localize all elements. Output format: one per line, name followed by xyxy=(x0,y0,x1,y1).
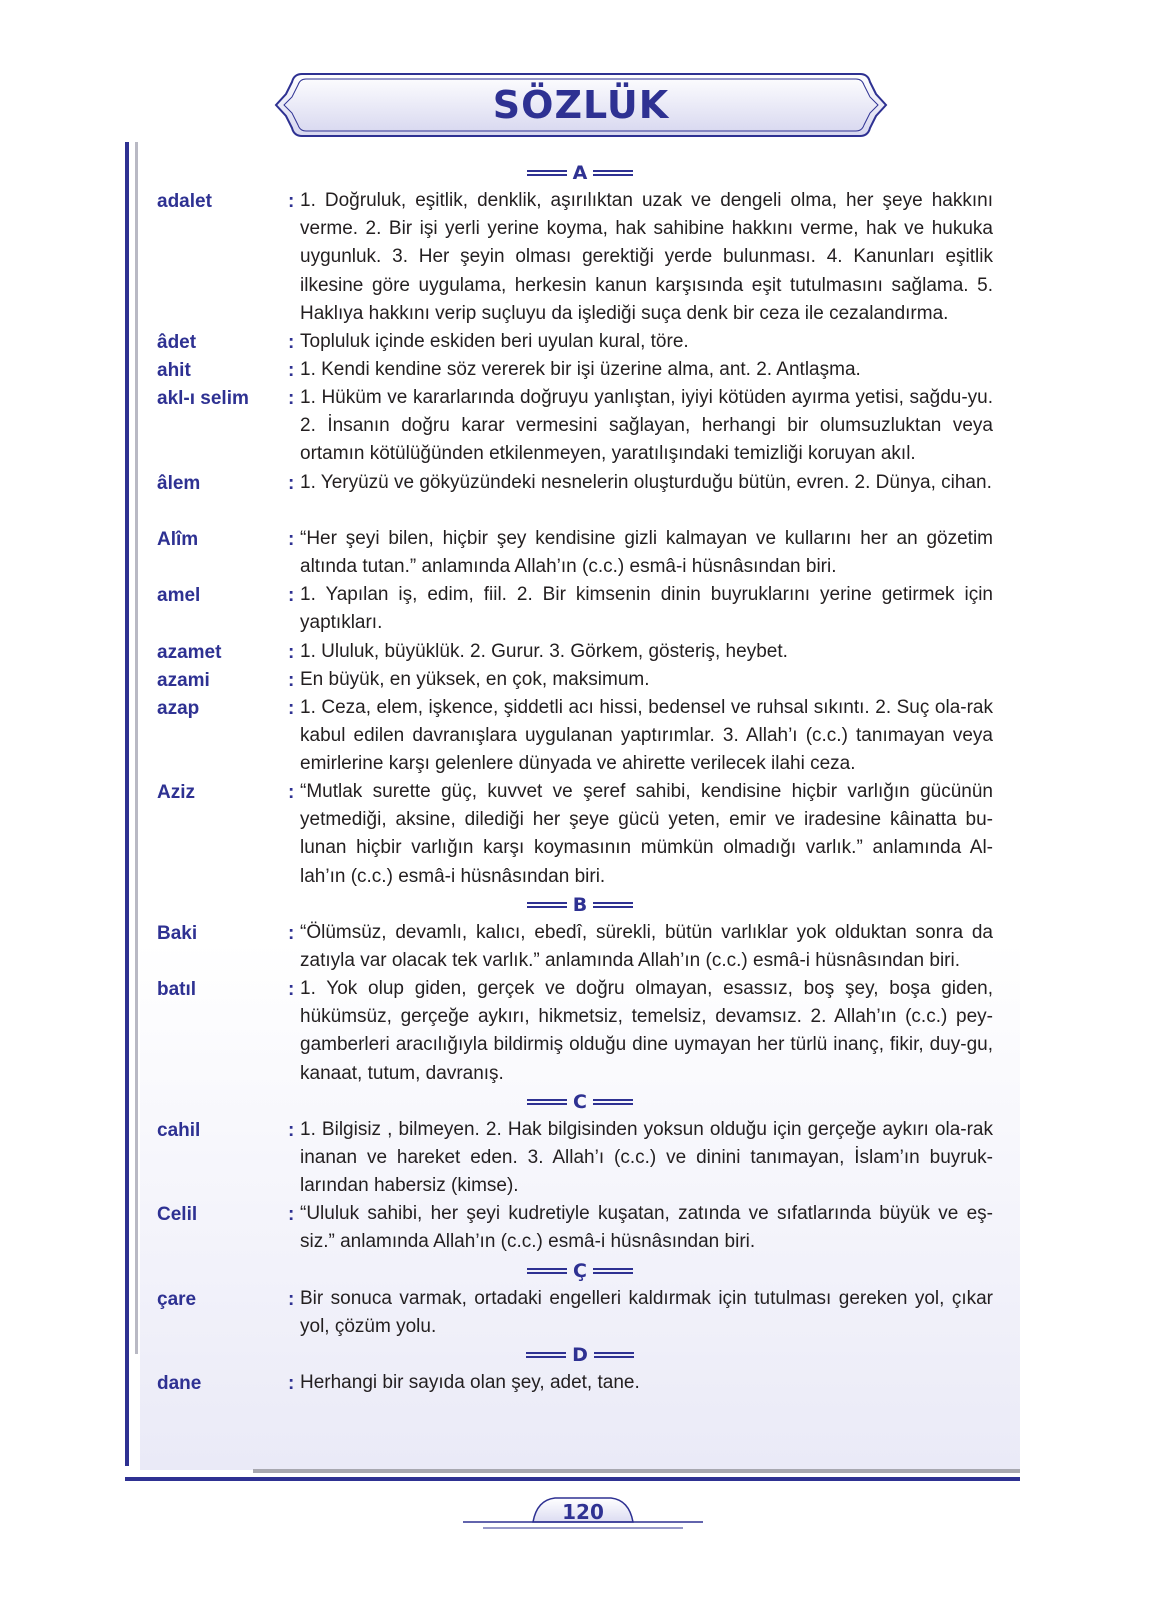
entry-definition: “Ululuk sahibi, her şeyi kudretiyle kuşatan, zatında ve sıfatlarında büyük ve eş-siz.” anlamında Allah’ın (c.c.) esmâ-i hüsnâsından biri. xyxy=(300,1203,993,1253)
section-letter: A xyxy=(572,162,588,184)
page-title: SÖZLÜK xyxy=(492,83,670,127)
section-header-b xyxy=(510,891,650,919)
entry-term: batıl xyxy=(157,979,197,1000)
entry-term: dane xyxy=(157,1373,202,1394)
entry-definition: 1. Kendi kendine söz vererek bir işi üzerine alma, ant. 2. Antlaşma. xyxy=(300,359,861,380)
entry-term: cahil xyxy=(157,1120,201,1141)
entry-colon: : xyxy=(288,360,295,381)
section-letter: D xyxy=(572,1344,588,1366)
section-header-d xyxy=(510,1341,650,1369)
entry-definition: 1. Bilgisiz , bilmeyen. 2. Hak bilgisinden yoksun olduğu için gerçeğe aykırı ola-rak inanan ve hareket eden. 3. Allah’ı (c.c.) ve dinini tanımayan, İslam’ın buyruk-larından habersiz (kimse). xyxy=(300,1119,993,1197)
entry-colon: : xyxy=(288,1373,295,1394)
entry-definition: 1. Yapılan iş, edim, fiil. 2. Bir kimsenin dinin buyruklarını yerine getirmek için yaptıkları. xyxy=(300,584,993,634)
entry-definition: Bir sonuca varmak, ortadaki engelleri kaldırmak için tutulması gereken yol, çıkar yol, çözüm yolu. xyxy=(300,1288,993,1338)
entry-term: Aziz xyxy=(157,782,195,803)
entry-definition: 1. Hüküm ve kararlarında doğruyu yanlıştan, iyiyi kötüden ayırma yetisi, sağdu-yu. 2. İnsanın doğru karar vermesini sağlayan, herhangi bir olumsuzluktan veya ortamın kötülüğünden etkilenmeyen, yaratılışındaki temizliği koruyan akıl. xyxy=(300,387,993,465)
section-letter: B xyxy=(572,894,588,916)
header-rule xyxy=(594,1352,634,1358)
entry-term: çare xyxy=(157,1289,197,1310)
entry-definition: 1. Ululuk, büyüklük. 2. Gurur. 3. Görkem, gösteriş, heybet. xyxy=(300,641,788,662)
entry-term: âlem xyxy=(157,473,201,494)
entry-term: amel xyxy=(157,585,201,606)
header-rule xyxy=(527,1099,567,1105)
entry-colon: : xyxy=(288,782,295,803)
left-border-bar xyxy=(125,142,129,1466)
section-letter: C xyxy=(573,1091,587,1113)
entry-term: âdet xyxy=(157,332,197,353)
entry-term: azamet xyxy=(157,642,222,663)
header-rule xyxy=(593,902,633,908)
entry-colon: : xyxy=(288,979,295,1000)
entry-colon: : xyxy=(288,698,295,719)
section-header-c-cedilla xyxy=(510,1257,650,1285)
entry-definition: En büyük, en yüksek, en çok, maksimum. xyxy=(300,669,650,690)
header-rule xyxy=(593,170,633,176)
entry-colon: : xyxy=(288,332,295,353)
entry-definition: 1. Doğruluk, eşitlik, denklik, aşırılıktan uzak ve dengeli olma, her şeye hakkını verme. 2. Bir işi yerli yerine koyma, hak sahibine hakkını verme, hak ve hukuka uygunluk. 3. Her şeyin olması gerektiği yerde bulunması. 4. Kanunları eşitlik ilkesine göre uygulama, herkesin kanun karşısında eşit tutulmasını sağlama. 5. Haklıya hakkını verip suçluyu da işlediği suça denk bir ceza ile cezalandırma. xyxy=(300,190,993,324)
entry-definition: 1. Yeryüzü ve gökyüzündeki nesnelerin oluşturduğu bütün, evren. 2. Dünya, cihan. xyxy=(300,472,992,493)
section-header-a xyxy=(510,159,650,187)
header-rule xyxy=(593,1099,633,1105)
title-banner xyxy=(272,70,890,140)
header-rule xyxy=(527,1268,567,1274)
entry-colon: : xyxy=(288,1289,295,1310)
entry-term: ahit xyxy=(157,360,191,381)
entry-term: akl-ı selim xyxy=(157,388,249,409)
header-rule xyxy=(526,1352,566,1358)
header-rule xyxy=(527,902,567,908)
entry-colon: : xyxy=(288,923,295,944)
entry-colon: : xyxy=(288,529,295,550)
entry-colon: : xyxy=(288,1204,295,1225)
entry-definition: 1. Ceza, elem, işkence, şiddetli acı hissi, bedensel ve ruhsal sıkıntı. 2. Suç ola-rak kabul edilen davranışlara uygulanan yaptırımlar. 3. Allah’ı (c.c.) tanımayan veya emirlerine karşı gelenlere dünyada ve ahirette verilecek ilahi ceza. xyxy=(300,697,993,775)
entry-colon: : xyxy=(288,473,295,494)
entry-term: Alîm xyxy=(157,529,199,550)
entry-colon: : xyxy=(288,191,295,212)
entry-definition: “Ölümsüz, devamlı, kalıcı, ebedî, sürekli, bütün varlıklar yok olduktan sonra da zatıyla var olacak tek varlık.” anlamında Allah’ın (c.c.) esmâ-i hüsnâsından biri. xyxy=(300,922,993,972)
section-header-c xyxy=(510,1088,650,1116)
entry-term: azami xyxy=(157,670,210,691)
entry-term: azap xyxy=(157,698,200,719)
header-rule xyxy=(593,1268,633,1274)
section-letter: Ç xyxy=(573,1260,587,1282)
page-number-badge xyxy=(463,1494,703,1534)
page-number: 120 xyxy=(562,1500,604,1524)
entry-definition: “Her şeyi bilen, hiçbir şey kendisine gizli kalmayan ve kullarını her an gözetim altında tutan.” anlamında Allah’ın (c.c.) esmâ-i hüsnâsından biri. xyxy=(300,528,993,578)
entry-colon: : xyxy=(288,642,295,663)
entry-colon: : xyxy=(288,1120,295,1141)
footer-rule-blue xyxy=(125,1477,1020,1481)
entry-term: Baki xyxy=(157,923,198,944)
entry-definition: “Mutlak surette güç, kuvvet ve şeref sahibi, kendisine hiçbir varlığın gücünün yetmediği, aksine, dilediği her şeye gücü yeten, emir ve iradesine kâinatta bu-lunan hiçbir varlığın karşı koymasının mümkün olmadığı varlık.” anlamında Al-lah’ın (c.c.) esmâ-i hüsnâsından biri. xyxy=(300,781,993,887)
left-border-inner-bar xyxy=(135,142,138,1354)
entry-term: adalet xyxy=(157,191,212,212)
entry-definition: Herhangi bir sayıda olan şey, adet, tane. xyxy=(300,1372,640,1393)
entry-definition: Topluluk içinde eskiden beri uyulan kural, töre. xyxy=(300,331,689,352)
entry-term: Celil xyxy=(157,1204,198,1225)
entry-colon: : xyxy=(288,585,295,606)
entry-colon: : xyxy=(288,670,295,691)
header-rule xyxy=(527,170,567,176)
footer-rule-gray xyxy=(253,1469,1020,1473)
entry-definition: 1. Yok olup giden, gerçek ve doğru olmayan, esassız, boş şey, boşa giden, hükümsüz, gerçeğe aykırı, hikmetsiz, temelsiz, devamsız. 2. Allah’ın (c.c.) pey-gamberleri aracılığıyla bildirmiş olduğu dine uymayan her türlü inanç, fikir, duy-gu, kanaat, tutum, davranış. xyxy=(300,978,993,1084)
entry-colon: : xyxy=(288,388,295,409)
